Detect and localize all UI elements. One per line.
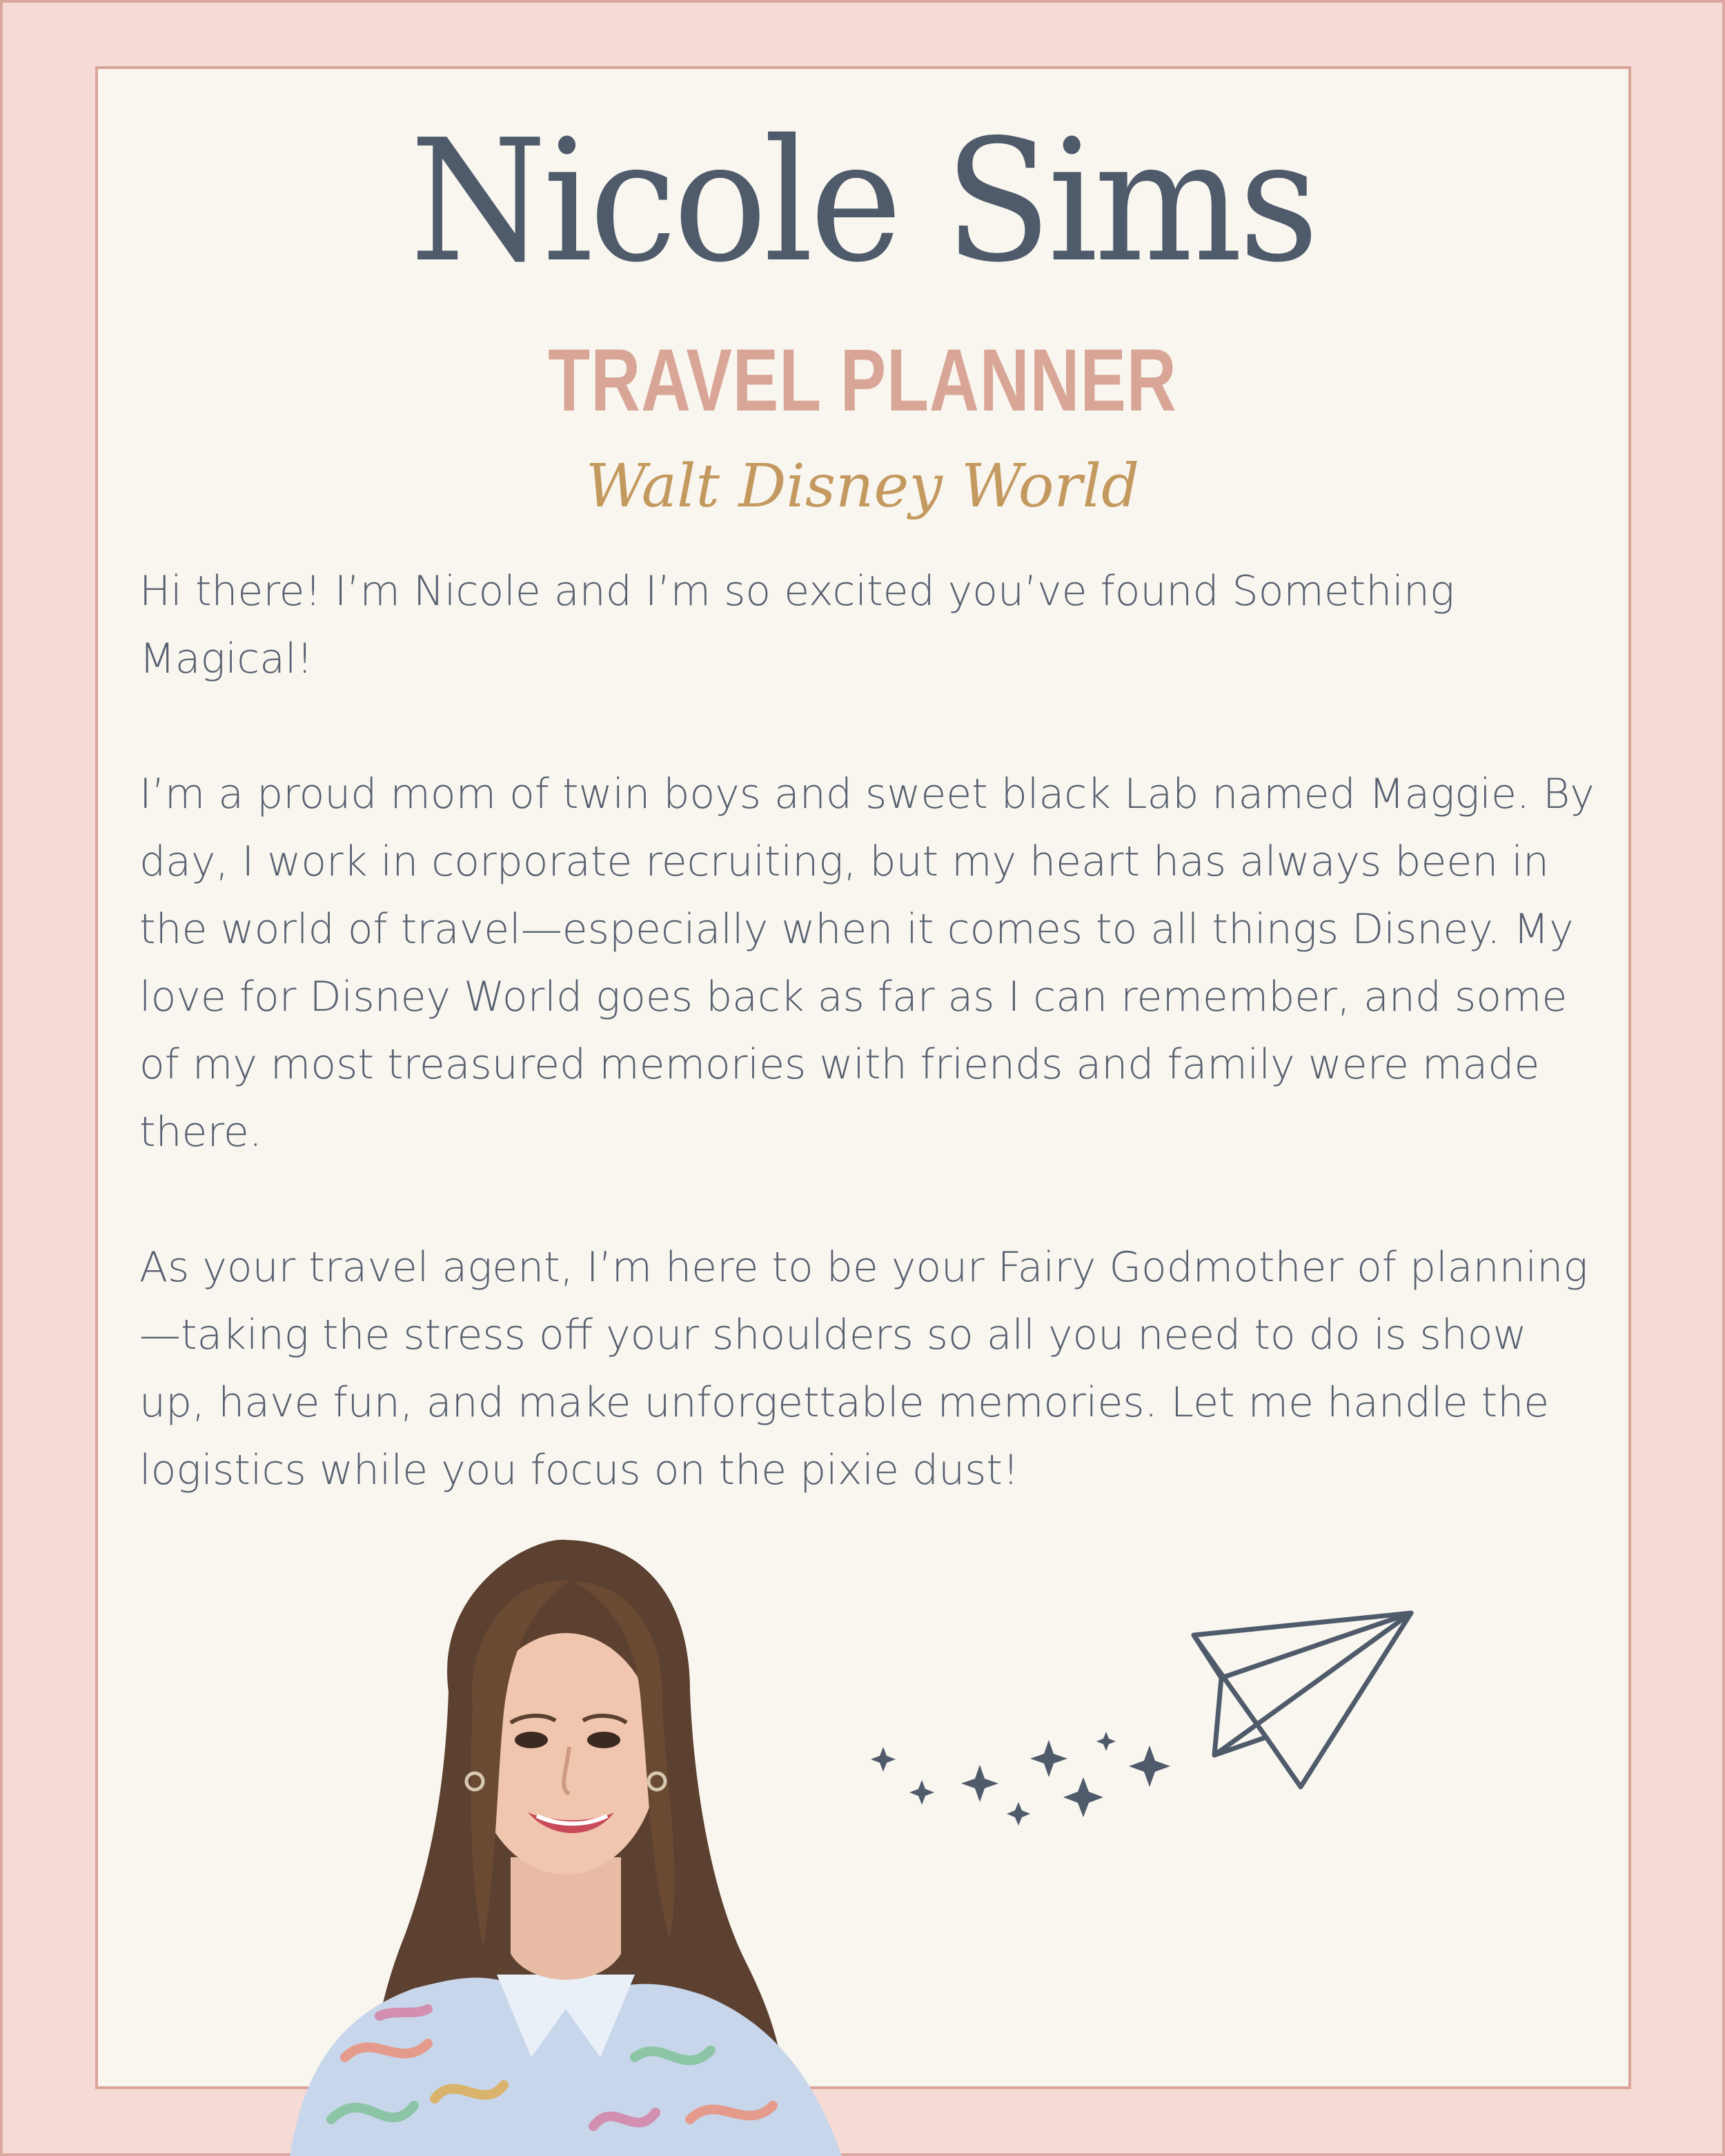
bio-text [139,557,1602,1572]
bio-paragraph-intro: Hi there! I’m Nicole and I’m so excited you’ve found Something Magical! [139,567,1455,683]
specialty-subtitle: Walt Disney World [585,452,1140,521]
neck [511,1857,621,1980]
bio-paragraph-services: As your travel agent, I’m here to be your Fairy Godmother of planning—taking the stress off your shoulders so all you need to do is show up, have fun, and make unforgettable memories. Let me handle the logistics while you focus on the pixie dust! [139,1243,1588,1494]
planner-name: Nicole Sims [409,103,1316,299]
right-eye [587,1732,620,1748]
bio-paragraph-family: I’m a proud mom of twin boys and sweet black Lab named Maggie. By day, I work in corporate recruiting, but my heart has always been in the world of travel—especially when it comes to all things Disney. My love for Disney World goes back as far as I can remember, and some of my most treasured memories with friends and family were made there. [139,770,1595,1156]
job-title: TRAVEL PLANNER [548,331,1177,430]
sparkle-icon [871,1732,1170,1826]
paper-plane-doodle [856,1594,1421,1835]
left-eye [515,1732,548,1748]
portrait-photo [207,1533,897,2156]
